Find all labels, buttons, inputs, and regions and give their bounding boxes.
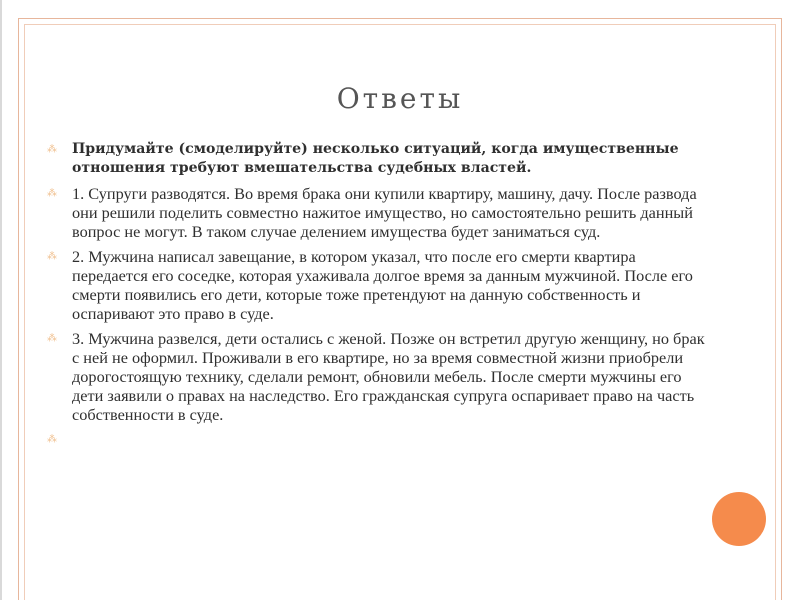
bullet-text: 2. Мужчина написал завещание, в котором указал, что после его смерти квартира передается его соседке, которая ухаживала долгое время за данным мужчиной. После его смерти появились его дети, которые тоже претендуют на данную собственность и оспаривают это право в суде. (72, 247, 693, 323)
orange-circle-decoration (712, 492, 766, 546)
bullet-text (72, 430, 707, 449)
bullet-text: 3. Мужчина развелся, дети остались с женой. Позже он встретил другую женщину, но брак с ней не оформил. Проживали в его квартире, но за время совместной жизни приобрели дорогостоящую технику, сделали ремонт, обновили мебель. После смерти мужчины его дети заявили о правах на наследство. Его гражданская супруга оспаривает право на часть собственности в суде. (72, 329, 705, 424)
bullet-icon: ⁂ (47, 188, 57, 199)
slide-content (47, 140, 707, 455)
bullet-item-empty (47, 430, 707, 449)
bullet-icon: ⁂ (47, 144, 57, 155)
bullet-text: 1. Супруги разводятся. Во время брака они купили квартиру, машину, дачу. После развода они решили поделить совместно нажитое имущество, но самостоятельно решить данный вопрос не могут. В таком случае делением имущества будет заниматься суд. (72, 184, 697, 241)
bullet-item (47, 140, 707, 178)
bullet-icon: ⁂ (47, 251, 57, 262)
slide-title: Ответы (336, 82, 464, 115)
bullet-text: Придумайте (смоделируйте) несколько ситуаций, когда имущественные отношения требуют вмешательства судебных властей. (72, 141, 679, 176)
bullet-icon: ⁂ (47, 434, 57, 445)
bullet-item (47, 329, 707, 424)
bullet-item (47, 247, 707, 323)
bullet-icon: ⁂ (47, 333, 57, 344)
bullet-item (47, 184, 707, 241)
